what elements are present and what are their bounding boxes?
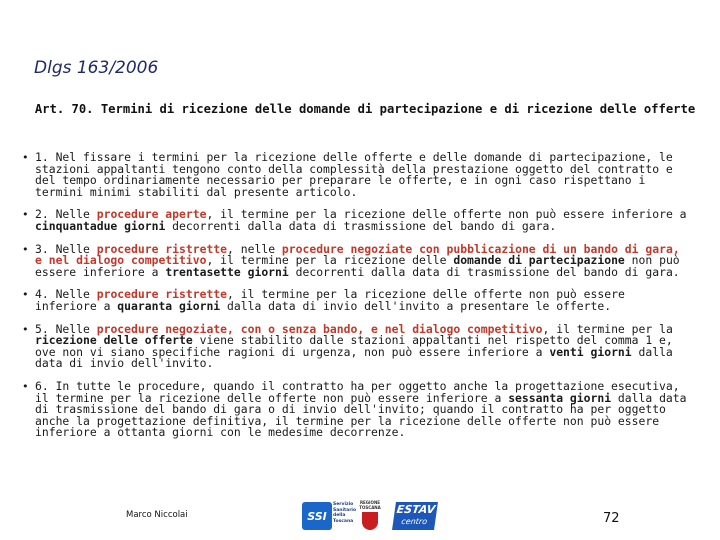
paragraph-text: , il termine per la ricezione delle (206, 253, 454, 268)
paragraph-text: dalla data di trasmissione del bando di gara o di invio dell'invito; quando il contratto ha per oggetto anche la progettazione definitiva, il termine per la ricezione delle offerte non può essere inferiore a ottanta giorni con le medesime decorrenze. (35, 390, 687, 440)
procedure-highlight: procedure negoziate con pubblicazione di un bando di gara, e nel dialogo competitivo (35, 241, 680, 268)
paragraph-item-2 (22, 209, 690, 232)
procedure-highlight: procedure negoziate, con o senza bando, e nel dialogo competitivo (96, 321, 543, 336)
paragraph-text: 5. Nelle (35, 321, 97, 336)
ssi-logo (302, 502, 332, 530)
emphasis-text: sessanta giorni (508, 390, 612, 405)
regione-crest-icon (362, 512, 378, 530)
article-paragraphs-list (22, 152, 690, 450)
paragraph-item-5 (22, 321, 690, 371)
emphasis-text: domande di partecipazione (453, 253, 625, 268)
paragraph-text: decorrenti dalla data di trasmissione del bando di gara. (288, 264, 680, 279)
procedure-highlight: procedure ristrette (96, 241, 228, 256)
paragraph-item-4 (22, 289, 690, 312)
bullet-icon: • (22, 322, 29, 336)
slide-title: Dlgs 163/2006 (34, 58, 159, 78)
bullet-icon: • (22, 379, 29, 393)
procedure-highlight: procedure aperte (96, 207, 207, 222)
ssi-logo-text: SSI (307, 509, 327, 523)
bullet-icon: • (22, 242, 29, 256)
article-heading: Art. 70. Termini di ricezione delle domande di partecipazione e di ricezione delle offerte (34, 102, 696, 116)
paragraph-text: 1. Nel fissare i termini per la ricezione delle offerte e delle domande di partecipazione, le stazioni appaltanti tengono conto della complessità della prestazione oggetto del contratto e del tempo ordinariamente necessario per preparare le offerte, e in ogni caso rispettano i termini minimi stabiliti dal presente articolo. (35, 150, 673, 199)
paragraph-text: 2. Nelle (35, 207, 97, 222)
regione-toscana-logo (355, 500, 385, 534)
paragraph-text: 3. Nelle (35, 241, 97, 256)
paragraph-item-1 (22, 152, 690, 198)
estav-logo (392, 502, 438, 530)
emphasis-text: venti giorni (549, 344, 632, 359)
emphasis-text: quaranta giorni (117, 298, 221, 313)
paragraph-text: , il termine per la ricezione delle offerte non può essere inferiore a (206, 207, 687, 222)
regione-logo-caption: REGIONE TOSCANA (359, 500, 381, 510)
paragraph-text: dalla data di invio dell'invito a presentare le offerte. (220, 298, 612, 313)
estav-logo-text: ESTAV (395, 503, 437, 516)
procedure-highlight: procedure ristrette (96, 287, 228, 302)
servizio-sanitario-logo: Servizio Sanitario della Toscana (333, 502, 357, 524)
paragraph-text: , nelle (227, 241, 282, 256)
bullet-icon: • (22, 208, 29, 222)
emphasis-text: trentasette giorni (165, 264, 289, 279)
paragraph-text: dalla data di invio dell'invito. (35, 344, 673, 371)
emphasis-text: cinquantadue giorni (35, 218, 166, 233)
paragraph-text: , il termine per la (542, 321, 673, 336)
footer-author: Marco Niccolai (126, 510, 188, 520)
page-number: 72 (603, 511, 620, 526)
paragraph-text: 4. Nelle (35, 287, 97, 302)
paragraph-text: viene stabilito dalle stazioni appaltanti nel rispetto del comma 1 e, ove non vi siano specifiche ragioni di urgenza, non può essere inferiore a (35, 333, 673, 359)
paragraph-text: decorrenti dalla data di trasmissione del bando di gara. (165, 218, 557, 233)
paragraph-item-3 (22, 241, 690, 279)
bullet-icon: • (22, 288, 29, 302)
paragraph-text: non può essere inferiore a (35, 253, 680, 279)
paragraph-text: 6. In tutte le procedure, quando il contratto ha per oggetto anche la progettazione esecutiva, il termine per la ricezione delle offerte non può essere inferiore a (35, 378, 680, 405)
emphasis-text: ricezione delle offerte (35, 333, 193, 348)
bullet-icon: • (22, 151, 29, 164)
estav-logo-subtext: centro (400, 517, 428, 526)
paragraph-text: , il termine per la ricezione delle offerte non può essere inferiore a (35, 287, 625, 313)
paragraph-item-6 (22, 378, 690, 440)
